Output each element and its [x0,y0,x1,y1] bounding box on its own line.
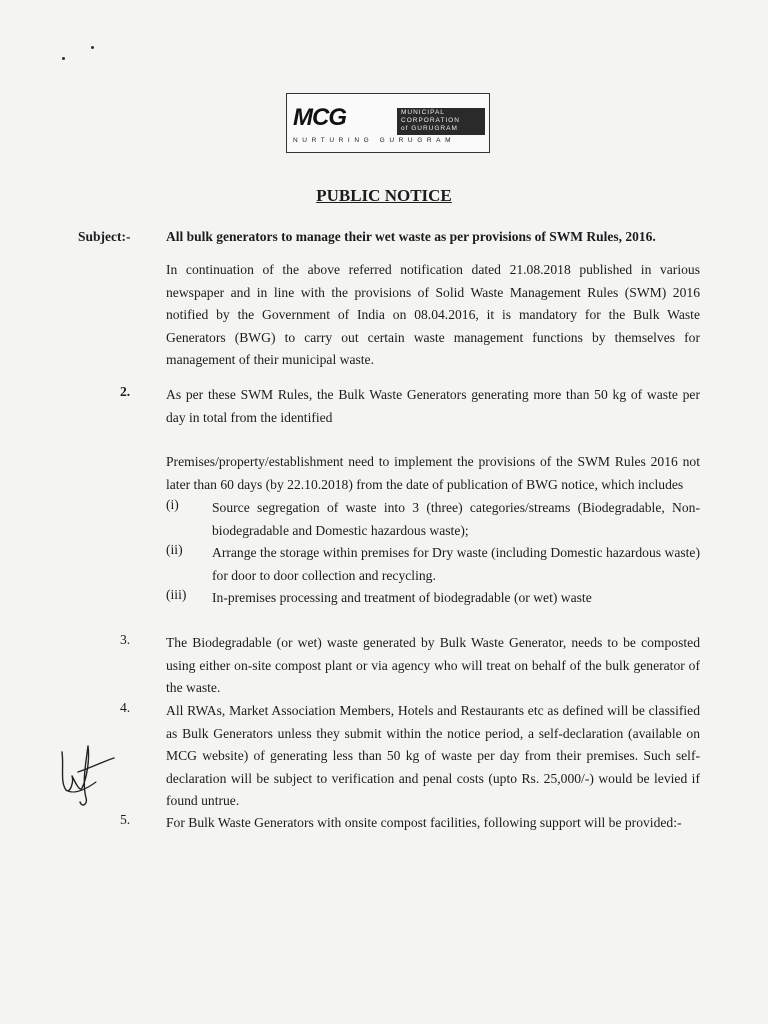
paragraph-number: 5. [120,812,131,827]
paragraph-4: All RWAs, Market Association Members, Hotels and Restaurants etc as defined will be classified as Bulk Generators unless they submit within the notice period, a self-declaration (available on MCG website) of generating less than 50 kg of waste per day from their premises. Such self-declaration will be subject to verification and penal costs (upto Rs. 25,000/-) would be levied if found untrue. [166,703,700,808]
paragraph-number: 4. [120,700,131,715]
paragraph-2: As per these SWM Rules, the Bulk Waste Generators generating more than 50 kg of waste per day in total from the identified [166,387,700,425]
paragraph-3: The Biodegradable (or wet) waste generated by Bulk Waste Generator, needs to be composted using either on-site compost plant or via agency who will treat on behalf of the bulk generator of the waste. [166,635,700,695]
scan-speck [91,46,94,49]
logo-box-line: of GURUGRAM [401,125,458,132]
logo-box-line: CORPORATION [401,117,460,124]
item-label: (i) [166,497,179,512]
logo-mark: MCG [293,104,346,131]
logo-tagline: NURTURING GURUGRAM [293,137,456,144]
notice-title: PUBLIC NOTICE [316,186,452,205]
signature [52,732,122,812]
item-text: In-premises processing and treatment of biodegradable (or wet) waste [212,590,592,605]
scan-speck [62,57,65,60]
paragraph-number: 2. [120,384,131,399]
paragraph-2-continued: Premises/property/establishment need to implement the provisions of the SWM Rules 2016 not later than 60 days (by 22.10.2018) from the date of publication of BWG notice, which includes [166,454,700,492]
mcg-logo [286,93,490,153]
item-text: Source segregation of waste into 3 (three) categories/streams (Biodegradable, Non-biodegradable and Domestic hazardous waste); [212,500,700,538]
paragraph-5: For Bulk Waste Generators with onsite compost facilities, following support will be provided:- [166,815,682,830]
logo-box [397,108,485,135]
subject-text: All bulk generators to manage their wet waste as per provisions of SWM Rules, 2016. [166,229,656,244]
subject-label: Subject:- [78,229,131,244]
item-label: (ii) [166,542,183,557]
item-text: Arrange the storage within premises for Dry waste (including Domestic hazardous waste) for door to door collection and recycling. [212,545,700,583]
logo-box-line: MUNICIPAL [401,109,445,116]
paragraph-number: 3. [120,632,131,647]
item-label: (iii) [166,587,187,602]
intro-paragraph: In continuation of the above referred notification dated 21.08.2018 published in various newspaper and in line with the provisions of Solid Waste Management Rules (SWM) 2016 notified by the Government of India on 08.04.2016, it is mandatory for the Bulk Waste Generators (BWG) to carry out certain waste management functions by themselves for management of their municipal waste. [166,262,700,367]
